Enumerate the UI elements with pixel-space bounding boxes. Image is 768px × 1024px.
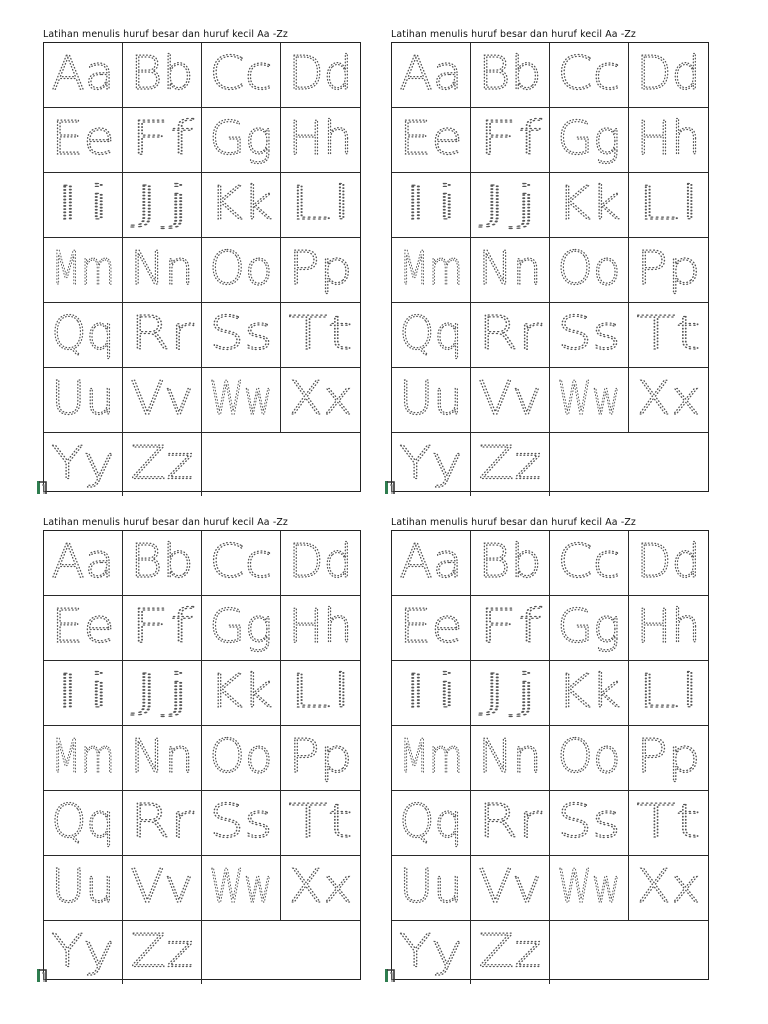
tracing-letters: Gg bbox=[557, 111, 621, 166]
letter-cell bbox=[471, 661, 550, 726]
letter-cell bbox=[281, 108, 360, 173]
tracing-letters: Tt bbox=[636, 794, 701, 848]
letter-cell bbox=[123, 921, 202, 984]
tracing-letters: Oo bbox=[557, 729, 621, 784]
tracing-letters: Ww bbox=[209, 371, 273, 426]
letter-cell bbox=[44, 433, 123, 496]
letter-cell bbox=[550, 303, 629, 368]
empty-cell bbox=[550, 921, 708, 984]
letter-cell bbox=[123, 661, 202, 726]
tracing-letters: Tt bbox=[288, 306, 353, 360]
letter-cell bbox=[281, 726, 360, 791]
letter-cell bbox=[44, 108, 123, 173]
letter-cell bbox=[44, 531, 123, 596]
letter-cell bbox=[629, 43, 708, 108]
tracing-letters: Ff bbox=[478, 111, 542, 166]
letter-cell bbox=[202, 108, 281, 173]
letter-cell bbox=[629, 238, 708, 303]
tracing-letters: Ee bbox=[51, 111, 115, 166]
letter-cell bbox=[281, 173, 360, 238]
tracing-letters: Ee bbox=[399, 111, 463, 166]
letter-cell bbox=[550, 368, 629, 433]
letter-cell bbox=[281, 791, 360, 856]
letter-cell bbox=[471, 921, 550, 984]
tracing-letters: Xx bbox=[288, 371, 353, 425]
letter-cell bbox=[123, 173, 202, 238]
letter-cell bbox=[550, 173, 629, 238]
tracing-letters: Pp bbox=[288, 729, 353, 783]
letter-cell bbox=[629, 531, 708, 596]
tracing-letters: Oo bbox=[209, 241, 273, 296]
tracing-letters: Xx bbox=[288, 859, 353, 913]
tracing-letters: Rr bbox=[478, 794, 542, 849]
letter-cell bbox=[550, 791, 629, 856]
empty-cell bbox=[202, 433, 360, 496]
tracing-letters: Ll bbox=[636, 176, 701, 230]
tracing-letters: Ii bbox=[51, 664, 115, 719]
tracing-letters: Nn bbox=[478, 729, 542, 784]
tracing-letters: Yy bbox=[399, 924, 463, 978]
letter-cell bbox=[123, 726, 202, 791]
tracing-letters: Ll bbox=[288, 176, 353, 230]
tracing-letters: Kk bbox=[557, 176, 621, 231]
tracing-letters: Rr bbox=[478, 306, 542, 361]
tracing-letters: Qq bbox=[51, 794, 115, 849]
tracing-letters: Ss bbox=[557, 794, 621, 849]
letter-cell bbox=[550, 661, 629, 726]
letter-cell bbox=[44, 43, 123, 108]
tracing-letters: Cc bbox=[557, 534, 621, 589]
letter-cell bbox=[281, 303, 360, 368]
letter-cell bbox=[392, 856, 471, 921]
tracing-letters: Vv bbox=[478, 371, 542, 426]
letter-cell bbox=[281, 238, 360, 303]
letter-cell bbox=[392, 108, 471, 173]
letter-cell bbox=[550, 108, 629, 173]
letter-cell bbox=[550, 43, 629, 108]
tracing-letters: Jj bbox=[130, 664, 194, 719]
tracing-letters: Qq bbox=[399, 306, 463, 361]
tracing-letters: Xx bbox=[636, 859, 701, 913]
letter-cell bbox=[44, 238, 123, 303]
tracing-letters: Hh bbox=[288, 599, 353, 653]
letter-cell bbox=[44, 791, 123, 856]
letter-cell bbox=[392, 303, 471, 368]
letter-cell bbox=[44, 303, 123, 368]
tracing-letters: Gg bbox=[209, 599, 273, 654]
letter-cell bbox=[629, 726, 708, 791]
tracing-letters: Jj bbox=[130, 176, 194, 231]
letter-grid bbox=[43, 42, 361, 492]
tracing-letters: Vv bbox=[130, 371, 194, 426]
tracing-letters: Pp bbox=[636, 729, 701, 783]
letter-cell bbox=[202, 596, 281, 661]
anchor-icon bbox=[384, 479, 398, 495]
anchor-icon bbox=[384, 967, 398, 983]
letter-cell bbox=[392, 173, 471, 238]
letter-cell bbox=[202, 856, 281, 921]
tracing-letters: Qq bbox=[399, 794, 463, 849]
anchor-icon bbox=[36, 479, 50, 495]
letter-cell bbox=[281, 531, 360, 596]
tracing-letters: Vv bbox=[130, 859, 194, 914]
tracing-letters: Ss bbox=[209, 306, 273, 361]
letter-cell bbox=[471, 433, 550, 496]
letter-cell bbox=[44, 596, 123, 661]
letter-cell bbox=[281, 596, 360, 661]
tracing-letters: Ww bbox=[557, 859, 621, 914]
tracing-letters: Cc bbox=[209, 534, 273, 589]
tracing-letters: Ii bbox=[399, 664, 463, 719]
letter-cell bbox=[123, 433, 202, 496]
letter-cell bbox=[392, 726, 471, 791]
letter-cell bbox=[471, 303, 550, 368]
letter-cell bbox=[471, 238, 550, 303]
tracing-letters: Zz bbox=[478, 924, 542, 978]
letter-cell bbox=[123, 368, 202, 433]
tracing-letters: Gg bbox=[209, 111, 273, 166]
letter-grid bbox=[43, 530, 361, 980]
tracing-letters: Ww bbox=[209, 859, 273, 914]
tracing-letters: Zz bbox=[478, 436, 542, 490]
tracing-letters: Uu bbox=[399, 371, 463, 426]
letter-cell bbox=[629, 856, 708, 921]
letter-cell bbox=[550, 726, 629, 791]
tracing-letters: Ee bbox=[399, 599, 463, 654]
tracing-letters: Cc bbox=[209, 46, 273, 101]
tracing-letters: Xx bbox=[636, 371, 701, 425]
letter-cell bbox=[202, 661, 281, 726]
tracing-letters: Ll bbox=[636, 664, 701, 718]
letter-cell bbox=[550, 531, 629, 596]
letter-cell bbox=[471, 173, 550, 238]
letter-cell bbox=[202, 173, 281, 238]
letter-cell bbox=[629, 596, 708, 661]
tracing-letters: Yy bbox=[51, 924, 115, 978]
tracing-letters: Rr bbox=[130, 794, 194, 849]
tracing-letters: Pp bbox=[636, 241, 701, 295]
letter-cell bbox=[281, 368, 360, 433]
letter-cell bbox=[44, 921, 123, 984]
letter-cell bbox=[392, 661, 471, 726]
tracing-letters: Ee bbox=[51, 599, 115, 654]
tracing-letters: Mm bbox=[399, 241, 463, 296]
tracing-letters: Kk bbox=[209, 176, 273, 231]
tracing-letters: Uu bbox=[51, 371, 115, 426]
tracing-letters: Dd bbox=[288, 46, 353, 100]
tracing-letters: Aa bbox=[51, 46, 115, 101]
tracing-letters: Aa bbox=[399, 46, 463, 101]
letter-cell bbox=[281, 43, 360, 108]
tracing-letters: Tt bbox=[636, 306, 701, 360]
worksheet-title: Latihan menulis huruf besar dan huruf kecil Aa -Zz bbox=[391, 517, 637, 528]
letter-cell bbox=[392, 596, 471, 661]
letter-cell bbox=[392, 238, 471, 303]
letter-cell bbox=[471, 596, 550, 661]
tracing-letters: Vv bbox=[478, 859, 542, 914]
letter-cell bbox=[202, 303, 281, 368]
letter-cell bbox=[202, 531, 281, 596]
letter-cell bbox=[550, 238, 629, 303]
letter-cell bbox=[123, 856, 202, 921]
letter-cell bbox=[281, 856, 360, 921]
tracing-letters: Mm bbox=[51, 241, 115, 296]
empty-cell bbox=[550, 433, 708, 496]
tracing-letters: Oo bbox=[209, 729, 273, 784]
tracing-letters: Oo bbox=[557, 241, 621, 296]
tracing-letters: Ff bbox=[130, 599, 194, 654]
letter-grid bbox=[391, 530, 709, 980]
letter-cell bbox=[550, 856, 629, 921]
tracing-letters: Ii bbox=[399, 176, 463, 231]
letter-cell bbox=[471, 43, 550, 108]
letter-cell bbox=[123, 43, 202, 108]
letter-cell bbox=[392, 368, 471, 433]
letter-cell bbox=[629, 303, 708, 368]
tracing-letters: Bb bbox=[130, 534, 194, 589]
tracing-letters: Jj bbox=[478, 664, 542, 719]
tracing-letters: Yy bbox=[51, 436, 115, 490]
letter-cell bbox=[471, 726, 550, 791]
tracing-letters: Cc bbox=[557, 46, 621, 101]
letter-cell bbox=[202, 43, 281, 108]
worksheet-title: Latihan menulis huruf besar dan huruf kecil Aa -Zz bbox=[43, 517, 289, 528]
tracing-letters: Uu bbox=[51, 859, 115, 914]
letter-cell bbox=[44, 856, 123, 921]
letter-cell bbox=[123, 596, 202, 661]
tracing-letters: Mm bbox=[51, 729, 115, 784]
letter-cell bbox=[392, 433, 471, 496]
letter-cell bbox=[392, 791, 471, 856]
letter-cell bbox=[471, 531, 550, 596]
letter-cell bbox=[123, 238, 202, 303]
empty-cell bbox=[202, 921, 360, 984]
letter-cell bbox=[202, 368, 281, 433]
letter-cell bbox=[392, 921, 471, 984]
tracing-letters: Nn bbox=[478, 241, 542, 296]
tracing-letters: Bb bbox=[130, 46, 194, 101]
tracing-letters: Gg bbox=[557, 599, 621, 654]
letter-cell bbox=[123, 108, 202, 173]
tracing-letters: Dd bbox=[636, 46, 701, 100]
tracing-letters: Hh bbox=[636, 599, 701, 653]
letter-cell bbox=[550, 596, 629, 661]
letter-cell bbox=[44, 368, 123, 433]
letter-cell bbox=[629, 173, 708, 238]
tracing-letters: Ff bbox=[478, 599, 542, 654]
tracing-letters: Mm bbox=[399, 729, 463, 784]
tracing-letters: Kk bbox=[209, 664, 273, 719]
tracing-letters: Zz bbox=[130, 924, 194, 978]
tracing-letters: Dd bbox=[288, 534, 353, 588]
letter-cell bbox=[44, 173, 123, 238]
tracing-letters: Bb bbox=[478, 534, 542, 589]
tracing-letters: Zz bbox=[130, 436, 194, 490]
tracing-letters: Nn bbox=[130, 729, 194, 784]
tracing-letters: Ww bbox=[557, 371, 621, 426]
tracing-letters: Ll bbox=[288, 664, 353, 718]
letter-cell bbox=[471, 108, 550, 173]
tracing-letters: Dd bbox=[636, 534, 701, 588]
letter-cell bbox=[471, 791, 550, 856]
letter-cell bbox=[281, 661, 360, 726]
tracing-letters: Qq bbox=[51, 306, 115, 361]
letter-cell bbox=[202, 791, 281, 856]
tracing-letters: Ii bbox=[51, 176, 115, 231]
letter-cell bbox=[471, 856, 550, 921]
tracing-letters: Hh bbox=[636, 111, 701, 165]
letter-cell bbox=[392, 531, 471, 596]
tracing-letters: Tt bbox=[288, 794, 353, 848]
anchor-icon bbox=[36, 967, 50, 983]
tracing-letters: Uu bbox=[399, 859, 463, 914]
letter-cell bbox=[202, 726, 281, 791]
worksheet-title: Latihan menulis huruf besar dan huruf kecil Aa -Zz bbox=[43, 29, 289, 40]
tracing-letters: Yy bbox=[399, 436, 463, 490]
tracing-letters: Ss bbox=[557, 306, 621, 361]
tracing-letters: Kk bbox=[557, 664, 621, 719]
letter-cell bbox=[202, 238, 281, 303]
letter-cell bbox=[629, 368, 708, 433]
letter-cell bbox=[123, 531, 202, 596]
letter-cell bbox=[629, 791, 708, 856]
tracing-letters: Ff bbox=[130, 111, 194, 166]
worksheet-title: Latihan menulis huruf besar dan huruf kecil Aa -Zz bbox=[391, 29, 637, 40]
tracing-letters: Jj bbox=[478, 176, 542, 231]
letter-cell bbox=[44, 726, 123, 791]
letter-cell bbox=[629, 661, 708, 726]
tracing-letters: Pp bbox=[288, 241, 353, 295]
tracing-letters: Bb bbox=[478, 46, 542, 101]
tracing-letters: Aa bbox=[51, 534, 115, 589]
letter-cell bbox=[629, 108, 708, 173]
letter-grid bbox=[391, 42, 709, 492]
tracing-letters: Nn bbox=[130, 241, 194, 296]
tracing-letters: Ss bbox=[209, 794, 273, 849]
letter-cell bbox=[392, 43, 471, 108]
letter-cell bbox=[44, 661, 123, 726]
letter-cell bbox=[471, 368, 550, 433]
tracing-letters: Hh bbox=[288, 111, 353, 165]
letter-cell bbox=[123, 791, 202, 856]
tracing-letters: Rr bbox=[130, 306, 194, 361]
letter-cell bbox=[123, 303, 202, 368]
tracing-letters: Aa bbox=[399, 534, 463, 589]
